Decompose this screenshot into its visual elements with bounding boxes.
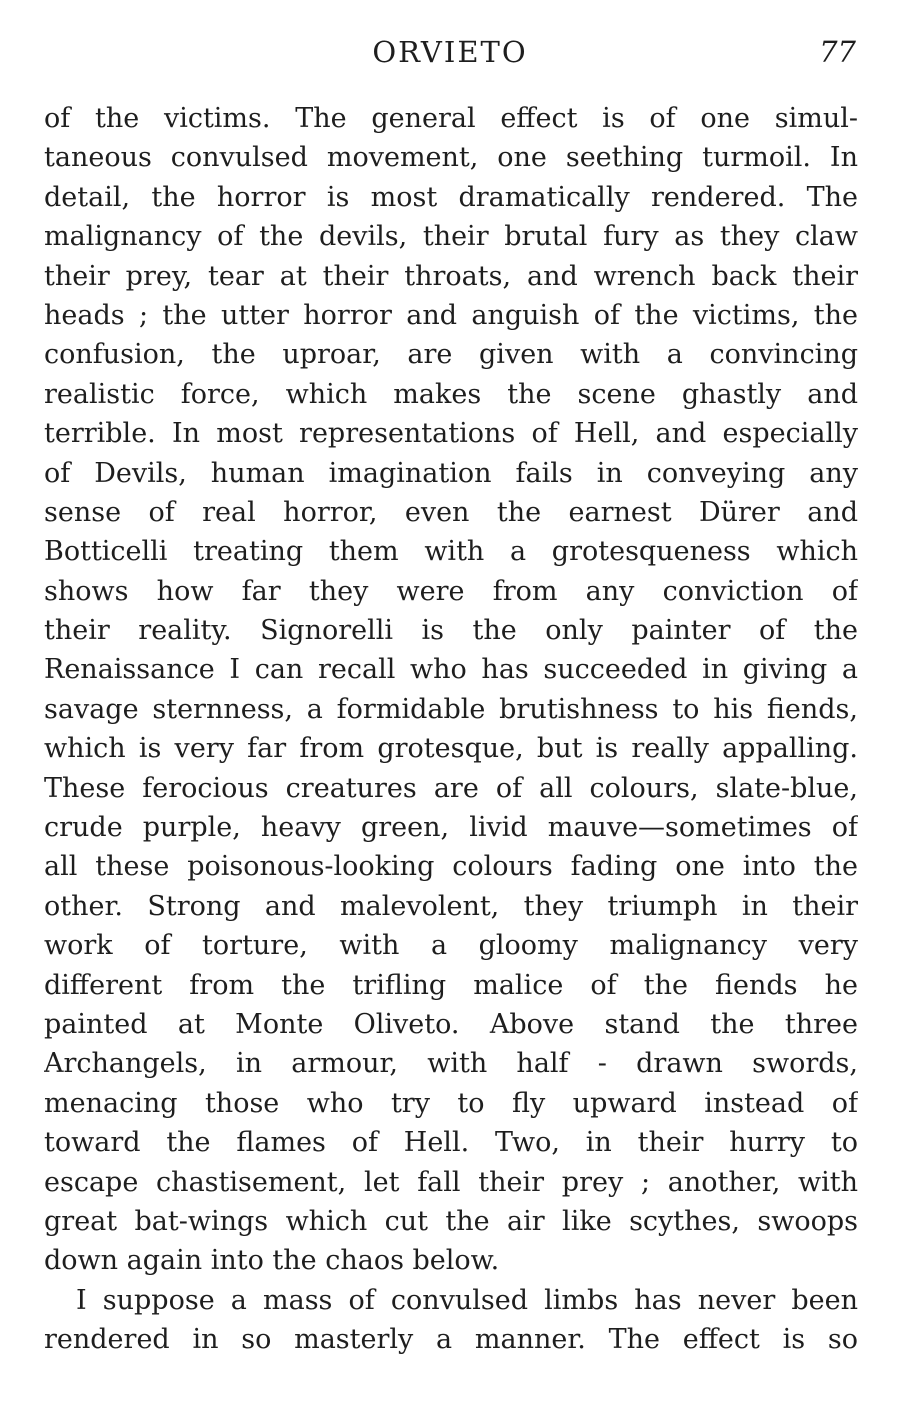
text-line: realistic force, which makes the scene ghastly and <box>44 378 858 410</box>
text-line: escape chastisement, let fall their prey ; another, with <box>44 1166 858 1198</box>
text-line: work of torture, with a gloomy malignancy very <box>44 930 858 962</box>
page-number: 77 <box>819 35 856 69</box>
text-line: down again into the chaos below. <box>44 1245 500 1277</box>
text-line: Renaissance I can recall who has succeeded in giving a <box>44 654 858 686</box>
text-line: great bat-wings which cut the air like scythes, swoops <box>44 1205 858 1237</box>
running-title: ORVIETO <box>372 35 528 69</box>
text-line: all these poisonous-looking colours fading one into the <box>44 851 858 883</box>
text-line: I suppose a mass of convulsed limbs has never been <box>76 1284 858 1316</box>
body-text <box>44 99 858 1360</box>
text-line: their prey, tear at their throats, and wrench back their <box>44 260 858 292</box>
text-line: crude purple, heavy green, livid mauve—sometimes of <box>44 812 858 844</box>
text-line: These ferocious creatures are of all colours, slate-blue, <box>44 772 858 804</box>
text-line: sense of real horror, even the earnest Dürer and <box>44 496 858 528</box>
text-line: terrible. In most representations of Hell, and especially <box>44 418 858 450</box>
text-line: their reality. Signorelli is the only painter of the <box>44 615 858 647</box>
text-line: which is very far from grotesque, but is really appalling. <box>44 733 858 765</box>
text-line: rendered in so masterly a manner. The effect is so <box>44 1324 858 1356</box>
paragraph-2 <box>44 1281 858 1360</box>
text-line: other. Strong and malevolent, they triumph in their <box>44 890 858 922</box>
text-line: painted at Monte Oliveto. Above stand the three <box>44 1008 858 1040</box>
text-line: shows how far they were from any conviction of <box>44 575 858 607</box>
text-line: different from the trifling malice of the fiends he <box>44 969 858 1001</box>
text-line: heads ; the utter horror and anguish of the victims, the <box>44 299 858 331</box>
text-line: Botticelli treating them with a grotesqueness which <box>44 536 858 568</box>
page-header <box>40 30 860 74</box>
text-line: malignancy of the devils, their brutal fury as they claw <box>44 221 858 253</box>
text-line: of Devils, human imagination fails in conveying any <box>44 457 858 489</box>
text-line: of the victims. The general effect is of one simul- <box>44 103 858 134</box>
text-line: Archangels, in armour, with half - drawn swords, <box>44 1048 858 1080</box>
text-line: confusion, the uproar, are given with a convincing <box>44 339 858 371</box>
paragraph-1 <box>44 99 858 1281</box>
text-line: menacing those who try to fly upward instead of <box>44 1087 858 1119</box>
text-line: taneous convulsed movement, one seething turmoil. In <box>44 142 858 174</box>
text-line: toward the flames of Hell. Two, in their hurry to <box>44 1127 858 1159</box>
text-line: detail, the horror is most dramatically rendered. The <box>44 181 858 213</box>
text-line: savage sternness, a formidable brutishness to his fiends, <box>44 693 858 725</box>
